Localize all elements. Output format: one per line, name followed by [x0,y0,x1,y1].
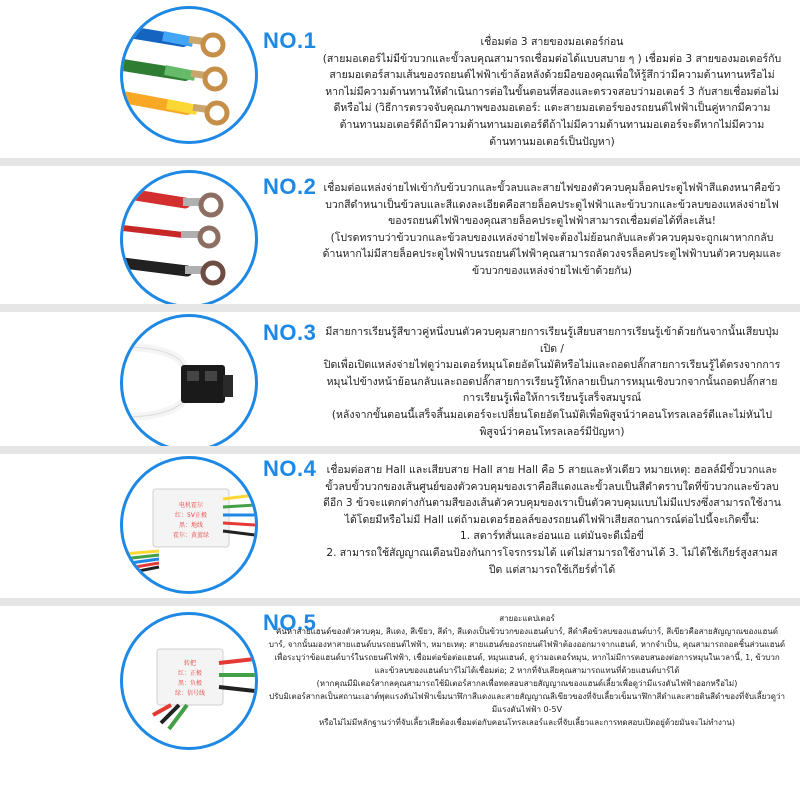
step-2-section [0,166,800,316]
throttle-label-line-2: 红：正极 [177,670,203,677]
step-4-number: NO.4 [263,456,317,481]
step-5-paragraph: หรือไม่ไม่มีหลักฐานว่าที่จับเลี้ยวเสียต้องเชื่อมต่อกับคอนโทรลเลอร์และที่จับเลี้ยวและการทดสอบเปิดอยู่ด้วยมันจะไม่ทำงาน) [318,718,736,727]
step-1-paragraph: เชื่อมต่อ 3 สายของมอเตอร์ก่อน [480,36,624,48]
step-5-number: NO.5 [263,610,317,635]
step-5-paragraph: (หากคุณมีมิเตอร์สากลคุณสามารถใช้มิเตอร์สากลเพื่อทดสอบสายสัญญาณของแฮนด์เลี้ยวเพื่อดูว่ามีแรงดันไฟฟ้าออกหรือไม่) [316,679,738,688]
step-3-paragraph: มีสายการเรียนรู้สีขาวคู่หนึ่งบนตัวควบคุมสายการเรียนรู้เสียบสายการเรียนรู้เข้าด้วยกันจากนั้นเสียบปุ่มเปิด / [325,326,779,355]
step-3-number: NO.3 [263,320,317,345]
step-1-section [0,0,800,170]
hall-label-line-3: 黑：地线 [178,522,204,529]
hall-label-line-4: 霍尔：黄蓝绿 [172,532,210,539]
learning-wire-connector-icon [123,317,255,449]
throttle-connector-icon [123,615,255,747]
section-divider [0,446,800,454]
step-2-paragraph: (โปรดทราบว่าข้วบวกและข้วลบของแหล่งจ่ายไฟจะต้องไม่ย้อนกลับและตัวควบคุมจะถูกเผาหากกลับด้านหากไม่มีสายล็อคประตูไฟฟ้าบนรถยนต์ไฟฟ้าคุณสามารถลัดวงจรล็อคประตูไฟฟ้าบนตัวควบคุมและข้วบวกของแหล่งจ่ายไฟเข้าด้วยกัน) [322,231,782,277]
step-4-paragraph: เชื่อมต่อสาย Hall และเสียบสาย Hall สาย Hall คือ 5 สายและหัวเดียว หมายเหตุ: ฮอลล์มีขั้วบวกและขั้วลบขั้วบวกของเส้นศูนย์ของตัวควบคุมของเราคือสีแดงและขั้วลบเป็นสีดำตราบใดที่ข้วบวกและข้วลบดีอีก 3 ข้วจะแตกต่างกันตามสีของเส้นตัวควบคุมของเราเป็นตัวควบคุมแบบไม่มีแปรงซึ่งสามารถใช้งานได้โดยมีหรือไม่มี Hall แต่ถ้ามอเตอร์ฮอลล์ของรถยนต์ไฟฟ้าเสียสถานการณ์ต่อไปนี้จะเกิดขึ้น: [323,464,781,526]
step-5-paragraph: สายอะแดปเตอร์ [499,614,555,623]
step-3-paragraph: (หลังจากขั้นตอนนี้เสร็จสิ้นมอเตอร์จะเปลี่ยนโดยอัตโนมัติเพื่อพิสูจน์ว่าคอนโทรลเลอร์ดีและไม่หันไปพิสูจน์ว่าคอนโทรลเลอร์มีปัญหา) [331,408,773,438]
step-4-paragraph: 2. สามารถใช้สัญญาณเตือนป้องกันการโจรกรรมได้ แต่ไม่สามารถใช้งานได้ 3. ไม่ได้ใช้เกียร์สูงสามสปีด แต่สามารถใช้เกียร์ต่ำได้ [326,546,778,576]
section-divider [0,598,800,606]
step-1-image-motor-wires [120,6,258,144]
section-divider [0,158,800,166]
throttle-label-line-3: 黑：负极 [177,680,203,687]
step-3-image-learning-wire [120,314,258,452]
throttle-label-line-4: 绿：信号线 [174,690,206,697]
step-2-description [322,180,782,280]
step-2-image-power-wires [120,170,258,308]
step-3-section [0,312,800,452]
step-5-image-throttle-connector [120,612,258,750]
step-5-paragraph: คันหาสายแฮนด์ของตัวควบคุม, สีแดง, สีเขียว, สีดำ, สีแดงเป็นข้วบวกของแฮนด์บาร์, สีดำคือข้วลบของแฮนด์บาร์, สีเขียวคือสายสัญญาณของแฮนด์บาร์, จากนั้นมองหาสายแฮนด์บนรถยนต์ไฟฟ้า, หมายเหตุ: สายแฮนด์ของรถยนต์ไฟฟ้าต้องออกมาจากแฮนด์, หากจำเป็น, คุณสามารถถอดชิ้นส่วนแฮนด์เพื่อระบุว่าข้อแฮนด์บาร์ในรถยนต์ไฟฟ้า, เชื่อมต่อข้อต่อแฮนด์, หมุนแฮนด์, ดูว่ามอเตอร์หมุน, หากไม่มีการตอบสนองต่อการหมุนในเวลานี้, 1, ข้วบวกและข้วลบของแฮนด์บาร์ไม่ได้เชื่อมต่อ; 2 หากที่จับเสียคุณสามารถแทนที่ด้วยแฮนด์บาร์ได้ [268,627,786,675]
step-4-section [0,454,800,604]
step-1-description [322,34,782,150]
step-2-number: NO.2 [263,174,317,199]
throttle-label-line-1: 转把 [183,660,197,667]
step-4-paragraph: 1. สตาร์ทสั่นและอ่อนแอ แต่มันจะดีเมื่อขี่ [460,530,644,543]
step-5-description [268,612,786,729]
step-3-paragraph: ปิดเพื่อเปิดแหล่งจ่ายไฟดูว่ามอเตอร์หมุนโดยอัตโนมัติหรือไม่และถอดปลั๊กสายการเรียนรู้ได้ตรงจากการหมุนไปข้างหน้าย้อนกลับและถอดปลั๊กสายการเรียนรู้ให้กลายเป็นการหมุนเชิงบวกจากนั้นถอดปลั๊กสายการเรียนรู้เพื่อให้การเรียนรู้เสร็จสมบูรณ์ [323,359,781,405]
section-divider [0,304,800,312]
hall-label-line-1: 电机霍尔 [178,502,204,509]
step-4-image-hall-connector [120,456,258,594]
step-4-description [322,462,782,578]
hall-connector-icon [123,459,255,591]
motor-wire-terminals-icon [123,9,255,141]
step-1-number: NO.1 [263,28,317,53]
step-5-section [0,606,800,800]
step-3-description [322,324,782,440]
step-2-paragraph: เชื่อมต่อแหล่งจ่ายไฟเข้ากับข้วบวกและขั้วลบและสายไฟของตัวควบคุมล็อคประตูไฟฟ้าสีแดงหนาคือข้วบวกสีดำหนาเป็นข้วลบและสีแดงละเอียดคือสายล็อคประตูไฟฟ้าและข้วบวกและข้วลบของแหล่งจ่ายไฟของรถยนต์ไฟฟ้าของคุณสายล็อคประตูไฟฟ้าสามารถเชื่อมต่อได้ที่ละเส้น! [323,182,781,228]
step-1-paragraph: (สายมอเตอร์ไม่มีข้วบวกและขั้วลบคุณสามารถเชื่อมต่อได้แบบสบาย ๆ ) เชื่อมต่อ 3 สายของมอเตอร์กับสายมอเตอร์สามเส้นของรถยนต์ไฟฟ้าเข้าล้อหลังด้วยมือของคุณเพื่อให้รู้สึกว่ามีความต้านทานหรือไม่หากไม่มีความต้านทานให้ดำเนินการต่อในขั้นตอนที่สองและตรวจสอบว่ามอเตอร์ 3 กับสายเชื่อมต่อไม่ดีหรือไม่ (วิธีการตรวจจับคุณภาพของมอเตอร์: แตะสายมอเตอร์ของรถยนต์ไฟฟ้าเป็นคู่หากมีความต้านทานมอเตอร์ดีถ้ามีความต้านทานมอเตอร์ดีถ้าไม่มีความต้านทานมอเตอร์จะดีหากไม่มีความต้านทานมอเตอร์เป็นปัญหา) [322,52,782,148]
power-wire-terminals-icon [123,173,255,305]
hall-label-line-2: 红：5V正极 [175,512,207,519]
step-5-paragraph: ปรับมิเตอร์สากลเป็นสถานะเอาต์พุตแรงดันไฟฟ้าเข็มนาฬิกาสีแดงและสายสัญญาณสีเขียวของที่จับเลี้ยวเข็มนาฬิกาสีดำและสายดินสีดำของที่จับเลี้ยวดูว่ามีแรงดันไฟฟ้า 0-5V [269,692,785,714]
